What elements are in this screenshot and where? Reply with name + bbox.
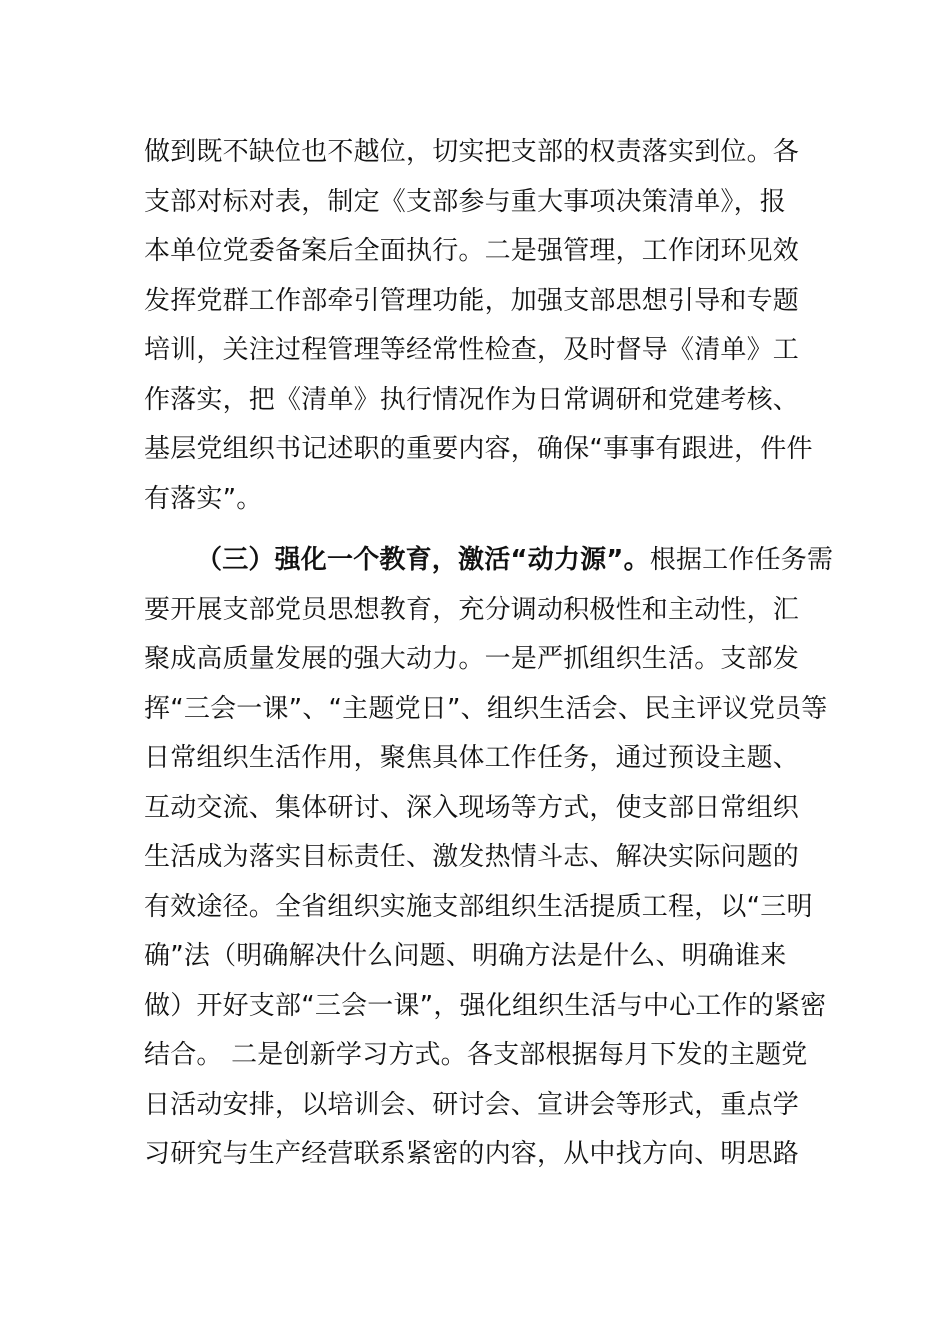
paragraph-line: 有效途径。全省组织实施支部组织生活提质工程，以“三明 <box>144 891 813 922</box>
paragraph-line: 习研究与生产经营联系紧密的内容，从中找方向、明思路 <box>144 1139 800 1169</box>
paragraph-1 <box>144 128 813 524</box>
paragraph-line: 支部对标对表，制定《支部参与重大事项决策清单》，报 <box>144 186 787 217</box>
paragraph-line: 有落实”。 <box>144 483 263 514</box>
paragraph-first-line <box>144 536 834 586</box>
paragraph-line: 确”法（明确解决什么问题、明确方法是什么、明确谁来 <box>144 941 787 971</box>
paragraph-line: 基层党组织书记述职的重要内容，确保“事事有跟进，件件 <box>144 434 813 464</box>
paragraph-text: 根据工作任务需 <box>649 545 834 575</box>
section-heading: （三）强化一个教育，激活“动力源”。 <box>196 545 650 575</box>
paragraph-line: 做）开好支部“三会一课”，强化组织生活与中心工作的紧密 <box>144 990 827 1021</box>
paragraph-line: 本单位党委备案后全面执行。二是强管理，工作闭环见效 <box>144 236 800 266</box>
paragraph-line: 做到既不缺位也不越位，切实把支部的权责落实到位。各 <box>144 137 800 167</box>
paragraph-line: 培训，关注过程管理等经常性检查，及时督导《清单》工 <box>144 335 800 365</box>
paragraph-line: 日活动安排，以培训会、研讨会、宣讲会等形式，重点学 <box>144 1089 800 1120</box>
paragraph-line: 聚成高质量发展的强大动力。一是严抓组织生活。支部发 <box>144 644 800 674</box>
paragraph-line: 发挥党群工作部牵引管理功能，加强支部思想引导和专题 <box>144 285 800 316</box>
paragraph-line: 作落实，把《清单》执行情况作为日常调研和党建考核、 <box>144 384 800 415</box>
paragraph-line: 日常组织生活作用，聚焦具体工作任务，通过预设主题、 <box>144 743 800 773</box>
paragraph-line: 挥“三会一课”、“主题党日”、组织生活会、民主评议党员等 <box>144 693 828 724</box>
paragraph-2 <box>144 536 834 1180</box>
paragraph-line: 互动交流、集体研讨、深入现场等方式，使支部日常组织 <box>144 792 800 823</box>
paragraph-line: 结合。 二是创新学习方式。各支部根据每月下发的主题党 <box>144 1040 808 1070</box>
paragraph-line: 生活成为落实目标责任、激发热情斗志、解决实际问题的 <box>144 842 800 872</box>
paragraph-line: 要开展支部党员思想教育，充分调动积极性和主动性，汇 <box>144 594 800 625</box>
